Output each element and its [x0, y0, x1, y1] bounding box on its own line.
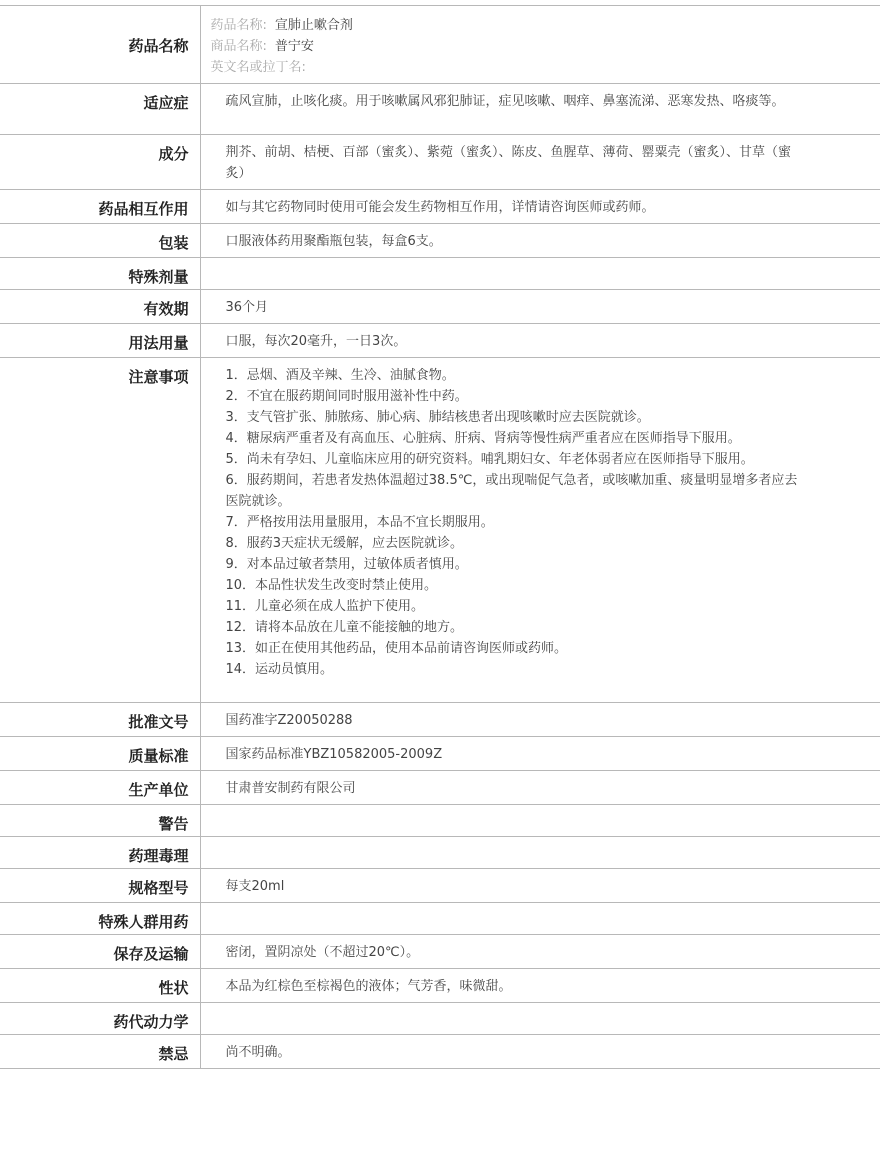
row-ingredients: [0, 135, 880, 190]
row-specification: [0, 869, 880, 903]
row-value: 荆芥、前胡、桔梗、百部（蜜炙）、紫菀（蜜炙）、陈皮、鱼腥草、薄荷、罂粟壳（蜜炙）、甘草（蜜炙）: [200, 135, 880, 190]
precautions-list: [200, 358, 880, 703]
row-label: 保存及运输: [0, 935, 200, 969]
row-label: 性状: [0, 969, 200, 1003]
row-value: [200, 1003, 880, 1035]
precaution-item: 11．儿童必须在成人监护下使用。: [225, 599, 425, 614]
row-storage: [0, 935, 880, 969]
row-label: 特殊剂量: [0, 258, 200, 290]
row-label: 生产单位: [0, 771, 200, 805]
row-label: 用法用量: [0, 324, 200, 358]
row-label: 警告: [0, 805, 200, 837]
row-label: 规格型号: [0, 869, 200, 903]
row-label: 成分: [0, 135, 200, 190]
row-value: 国药准字Z20050288: [200, 703, 880, 737]
row-label: 特殊人群用药: [0, 903, 200, 935]
row-appearance: [0, 969, 880, 1003]
precaution-item: 5．尚未有孕妇、儿童临床应用的研究资料。哺乳期妇女、年老体弱者应在医师指导下服用。: [225, 452, 754, 467]
row-value: [200, 805, 880, 837]
row-label: 药理毒理: [0, 837, 200, 869]
row-interactions: [0, 190, 880, 224]
latin-name-line: [211, 57, 801, 78]
row-pharmacology: [0, 837, 880, 869]
precaution-item: 14．运动员慎用。: [225, 662, 334, 677]
row-label: 药代动力学: [0, 1003, 200, 1035]
precaution-item: 7．严格按用法用量服用，本品不宜长期服用。: [225, 515, 494, 530]
row-value: 本品为红棕色至棕褐色的液体；气芳香，味微甜。: [200, 969, 880, 1003]
row-pharmacokinetics: [0, 1003, 880, 1035]
row-value: [200, 837, 880, 869]
row-precautions: [0, 358, 880, 703]
generic-name-value: 宣肺止嗽合剂: [274, 18, 353, 33]
row-value: 尚不明确。: [200, 1035, 880, 1069]
row-label: 禁忌: [0, 1035, 200, 1069]
row-label: 注意事项: [0, 358, 200, 703]
trade-name-line: [211, 36, 801, 57]
generic-name-line: [211, 15, 801, 36]
row-value: 口服，每次20毫升，一日3次。: [200, 324, 880, 358]
row-value: [200, 258, 880, 290]
generic-name-key: 药品名称:: [210, 18, 267, 33]
row-contraindications: [0, 1035, 880, 1069]
row-packaging: [0, 224, 880, 258]
row-label: 质量标准: [0, 737, 200, 771]
row-quality-standard: [0, 737, 880, 771]
precaution-item: 6．服药期间，若患者发热体温超过38.5℃，或出现喘促气急者，或咳嗽加重、痰量明显增多者应去医院就诊。: [225, 473, 798, 509]
row-value: 每支20ml: [200, 869, 880, 903]
drug-spec-table: [0, 5, 880, 1069]
precaution-item: 2．不宜在服药期间同时服用滋补性中药。: [225, 389, 468, 404]
row-label: 药品名称: [0, 6, 200, 84]
row-warning: [0, 805, 880, 837]
row-value: 如与其它药物同时使用可能会发生药物相互作用，详情请咨询医师或药师。: [200, 190, 880, 224]
precaution-item: 12．请将本品放在儿童不能接触的地方。: [225, 620, 464, 635]
row-value: [200, 903, 880, 935]
row-value: 密闭，置阴凉处（不超过20℃）。: [200, 935, 880, 969]
row-manufacturer: [0, 771, 880, 805]
row-value: 疏风宣肺，止咳化痰。用于咳嗽属风邪犯肺证，症见咳嗽、咽痒、鼻塞流涕、恶寒发热、咯痰等。: [200, 84, 880, 135]
precaution-item: 10．本品性状发生改变时禁止使用。: [225, 578, 438, 593]
precaution-item: 3．支气管扩张、肺脓疡、肺心病、肺结核患者出现咳嗽时应去医院就诊。: [225, 410, 650, 425]
row-value: 甘肃普安制药有限公司: [200, 771, 880, 805]
row-label: 有效期: [0, 290, 200, 324]
precaution-item: 8．服药3天症状无缓解，应去医院就诊。: [225, 536, 464, 551]
row-label: 包装: [0, 224, 200, 258]
row-approval-number: [0, 703, 880, 737]
row-shelf-life: [0, 290, 880, 324]
row-value: 国家药品标准YBZ10582005-2009Z: [200, 737, 880, 771]
row-value: 36个月: [200, 290, 880, 324]
precaution-item: 9．对本品过敏者禁用，过敏体质者慎用。: [225, 557, 468, 572]
precaution-item: 4．糖尿病严重者及有高血压、心脏病、肝病、肾病等慢性病严重者应在医师指导下服用。: [225, 431, 741, 446]
row-label: 批准文号: [0, 703, 200, 737]
trade-name-value: 普宁安: [274, 39, 314, 54]
row-special-populations: [0, 903, 880, 935]
row-label: 适应症: [0, 84, 200, 135]
latin-name-key: 英文名或拉丁名:: [210, 60, 306, 75]
drug-name-block: [200, 6, 880, 84]
row-indications: [0, 84, 880, 135]
precaution-item: 1．忌烟、酒及辛辣、生冷、油腻食物。: [225, 368, 455, 383]
row-drug-name: [0, 6, 880, 84]
trade-name-key: 商品名称:: [210, 39, 267, 54]
row-special-dosage: [0, 258, 880, 290]
precaution-item: 13．如正在使用其他药品，使用本品前请咨询医师或药师。: [225, 641, 568, 656]
row-dosage: [0, 324, 880, 358]
row-label: 药品相互作用: [0, 190, 200, 224]
row-value: 口服液体药用聚酯瓶包装，每盒6支。: [200, 224, 880, 258]
